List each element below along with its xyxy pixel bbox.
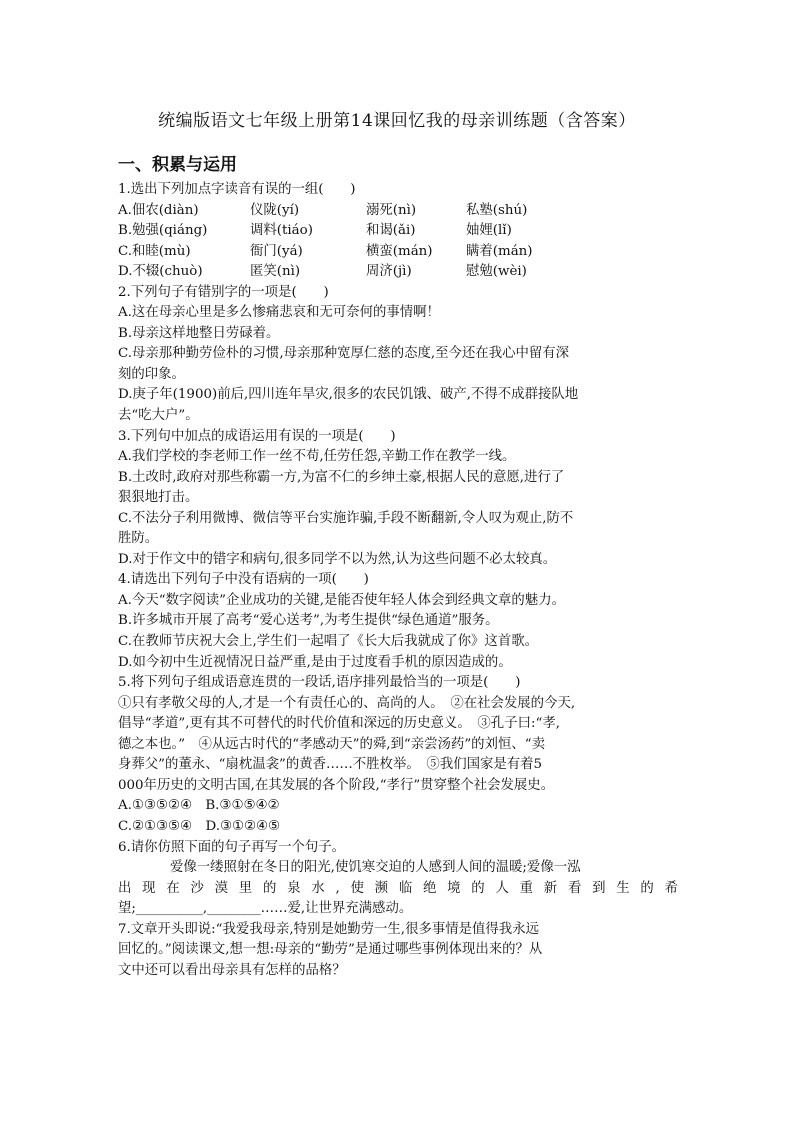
q4-option-a: A.今天“数字阅读”企业成功的关键,是能否使年轻人体会到经典文章的魅力。 <box>118 592 565 608</box>
q4-option-c: C.在教师节庆祝大会上,学生们一起唱了《长大后我就成了你》这首歌。 <box>118 634 538 650</box>
q1-option-item: D.不辍(chuò) <box>118 264 203 280</box>
q2-option-a: A.这在母亲心里是多么惨痛悲哀和无可奈何的事情啊！ <box>118 305 440 321</box>
q1-option-item: 衙门(yá) <box>250 243 303 259</box>
q5-passage-line4: 身葬父”的董永、“扇枕温衾”的黄香……不胜枚举。 ⑤我们国家是有着5 <box>118 757 543 773</box>
q1-option-item: 匿笑(nì) <box>250 264 301 280</box>
q6-example-line1: 爱像一缕照射在冬日的阳光,使饥寒交迫的人感到人间的温暖;爱像一泓 <box>170 860 581 876</box>
q1-option-item: 妯娌(lǐ) <box>466 223 512 239</box>
q1-options <box>118 201 678 283</box>
q1-option-item: 慰勉(wèi) <box>466 264 527 280</box>
q5-options-ab: A.①③⑤②④ B.③①⑤④② <box>118 798 280 814</box>
q7-line1: 7.文章开头即说:“我爱我母亲,特别是她勤劳一生,很多事情是值得我永远 <box>118 921 539 937</box>
q2-option-d-line2: 去“吃大户”。 <box>118 408 199 424</box>
q1-option-row <box>118 201 678 222</box>
q1-option-row <box>118 262 678 283</box>
q1-option-item: A.佃农(diàn) <box>118 202 199 218</box>
q2-stem: 2.下列句子有错别字的一项是( ) <box>118 284 329 300</box>
q1-option-item: 调料(tiáo) <box>250 223 313 239</box>
question-list <box>118 180 678 981</box>
q4-option-b: B.许多城市开展了高考“爱心送考”,为考生提供“绿色通道”服务。 <box>118 613 499 629</box>
q2-option-c-line1: C.母亲那种勤劳俭朴的习惯,母亲那种宽厚仁慈的态度,至今还在我心中留有深 <box>118 346 570 362</box>
q2-option-c-line2: 刻的印象。 <box>118 366 185 382</box>
q1-option-item: 仪陇(yí) <box>250 202 300 218</box>
q1-option-row <box>118 221 678 242</box>
q1-option-item: 私塾(shú) <box>466 202 528 218</box>
q1-option-row <box>118 242 678 263</box>
q5-passage-line1: ①只有孝敬父母的人,才是一个有责任心的、高尚的人。 ②在社会发展的今天, <box>118 695 576 711</box>
q1-option-item: 瞒着(mán) <box>466 243 533 259</box>
document-title: 统编版语文七年级上册第14课回忆我的母亲训练题（含答案） <box>158 111 636 131</box>
q3-option-c-line2: 胜防。 <box>118 531 159 547</box>
q1-option-item: 周济(jì) <box>366 264 412 280</box>
q5-options-cd: C.②①③⑤④ D.③①②④⑤ <box>118 818 280 834</box>
q4-stem: 4.请选出下列句子中没有语病的一项( ) <box>118 572 369 588</box>
q6-answer-blank: 望;__________,________……爱,让世界充满感动。 <box>118 901 413 917</box>
q3-option-a: A.我们学校的李老师工作一丝不苟,任劳任怨,辛勤工作在教学一线。 <box>118 449 516 465</box>
q1-option-item: 溺死(nì) <box>366 202 417 218</box>
q1-option-item: B.勉强(qiáng) <box>118 223 208 239</box>
q2-option-d-line1: D.庚子年(1900)前后,四川连年旱灾,很多的农民饥饿、破产,不得不成群接队地 <box>118 387 579 403</box>
q3-option-c-line1: C.不法分子利用微博、微信等平台实施诈骗,手段不断翻新,令人叹为观止,防不 <box>118 510 574 526</box>
q5-passage-line3: 德之本也。” ④从远古时代的“孝感动天”的舜,到“亲尝汤药”的刘恒、“卖 <box>118 736 545 752</box>
q5-passage-line5: 000年历史的文明古国,在其发展的各个阶段,“孝行”贯穿整个社会发展史。 <box>118 777 555 793</box>
q3-option-d: D.对于作文中的错字和病句,很多同学不以为然,认为这些问题不必太较真。 <box>118 551 557 567</box>
q4-option-d: D.如今初中生近视情况日益严重,是由于过度看手机的原因造成的。 <box>118 654 512 670</box>
q1-stem: 1.选出下列加点字读音有误的一组( ) <box>118 182 356 197</box>
q1-option-item: C.和睦(mù) <box>118 243 191 259</box>
q7-line2: 回忆的。”阅读课文,想一想:母亲的“勤劳”是通过哪些事例体现出来的？从 <box>118 942 543 958</box>
q6-example-line2: 出现在沙漠里的泉水,使濒临绝境的人重新看到生的希 <box>118 880 678 896</box>
q2-option-b: B.母亲这样地整日劳碌着。 <box>118 325 280 341</box>
section-heading: 一、积累与运用 <box>118 155 237 175</box>
q6-stem: 6.请你仿照下面的句子再写一个句子。 <box>118 839 346 855</box>
q3-option-b-line2: 狠狠地打击。 <box>118 490 199 506</box>
q5-stem: 5.将下列句子组成语意连贯的一段话,语序排列最恰当的一项是( ) <box>118 675 521 691</box>
q1-option-item: 和谒(ǎi) <box>366 223 416 239</box>
q1-option-item: 横蛮(mán) <box>366 243 433 259</box>
q7-line3: 文中还可以看出母亲具有怎样的品格？ <box>118 962 346 978</box>
q5-passage-line2: 倡导“孝道”,更有其不可替代的时代价值和深远的历史意义。 ③孔子曰:“孝, <box>118 716 560 732</box>
q3-option-b-line1: B.土改时,政府对那些称霸一方,为富不仁的乡绅土豪,根据人民的意愿,进行了 <box>118 469 565 485</box>
q3-stem: 3.下列句中加点的成语运用有误的一项是( ) <box>118 428 396 444</box>
